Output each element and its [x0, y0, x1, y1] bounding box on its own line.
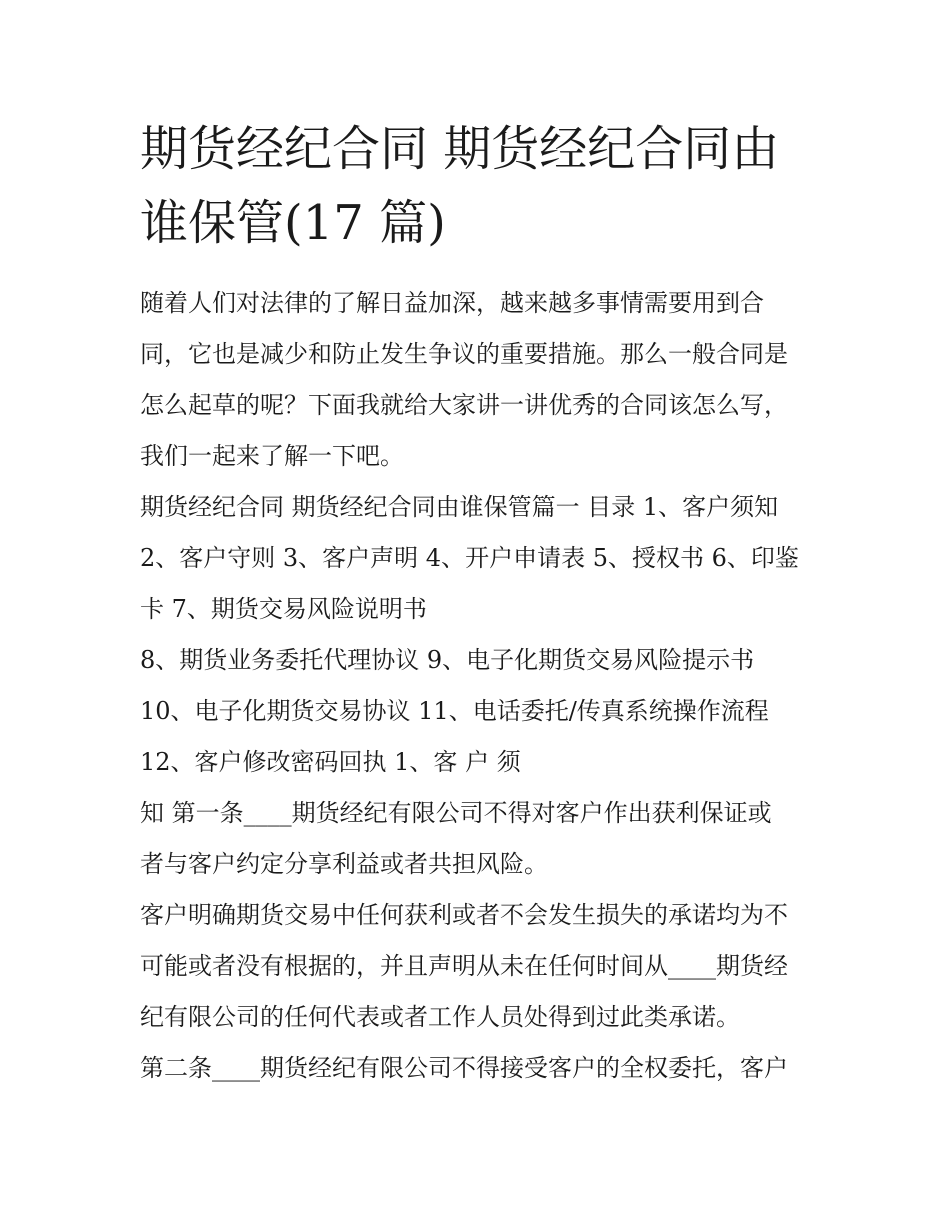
body-line: 12、客户修改密码回执 1、客 户 须 — [140, 748, 521, 776]
body-line: 者与客户约定分享利益或者共担风险。 — [140, 850, 548, 878]
title-line-1: 期货经纪合同 期货经纪合同由 — [140, 121, 780, 177]
body-line: 10、电子化期货交易协议 11、电话委托/传真系统操作流程 — [140, 697, 769, 725]
document-body — [140, 278, 820, 1094]
document-title — [140, 112, 820, 260]
body-line: 可能或者没有根据的，并且声明从未在任何时间从____期货经 — [140, 952, 788, 980]
body-line: 同，它也是减少和防止发生争议的重要措施。那么一般合同是 — [140, 340, 788, 368]
body-line: 8、期货业务委托代理协议 9、电子化期货交易风险提示书 — [140, 646, 755, 674]
body-line: 客户明确期货交易中任何获利或者不会发生损失的承诺均为不 — [140, 901, 788, 929]
body-line: 2、客户守则 3、客户声明 4、开户申请表 5、授权书 6、印鉴 — [140, 544, 799, 572]
body-line: 怎么起草的呢？下面我就给大家讲一讲优秀的合同该怎么写， — [140, 391, 788, 419]
body-line: 知 第一条____期货经纪有限公司不得对客户作出获利保证或 — [140, 799, 772, 827]
body-line: 纪有限公司的任何代表或者工作人员处得到过此类承诺。 — [140, 1003, 740, 1031]
body-line: 期货经纪合同 期货经纪合同由谁保管篇一 目录 1、客户须知 — [140, 493, 779, 521]
body-line: 随着人们对法律的了解日益加深，越来越多事情需要用到合 — [140, 289, 764, 317]
body-line: 第二条____期货经纪有限公司不得接受客户的全权委托，客户 — [140, 1054, 788, 1082]
body-line: 我们一起来了解一下吧。 — [140, 442, 404, 470]
body-line: 卡 7、期货交易风险说明书 — [140, 595, 427, 623]
title-line-2: 谁保管(17 篇) — [140, 195, 446, 251]
